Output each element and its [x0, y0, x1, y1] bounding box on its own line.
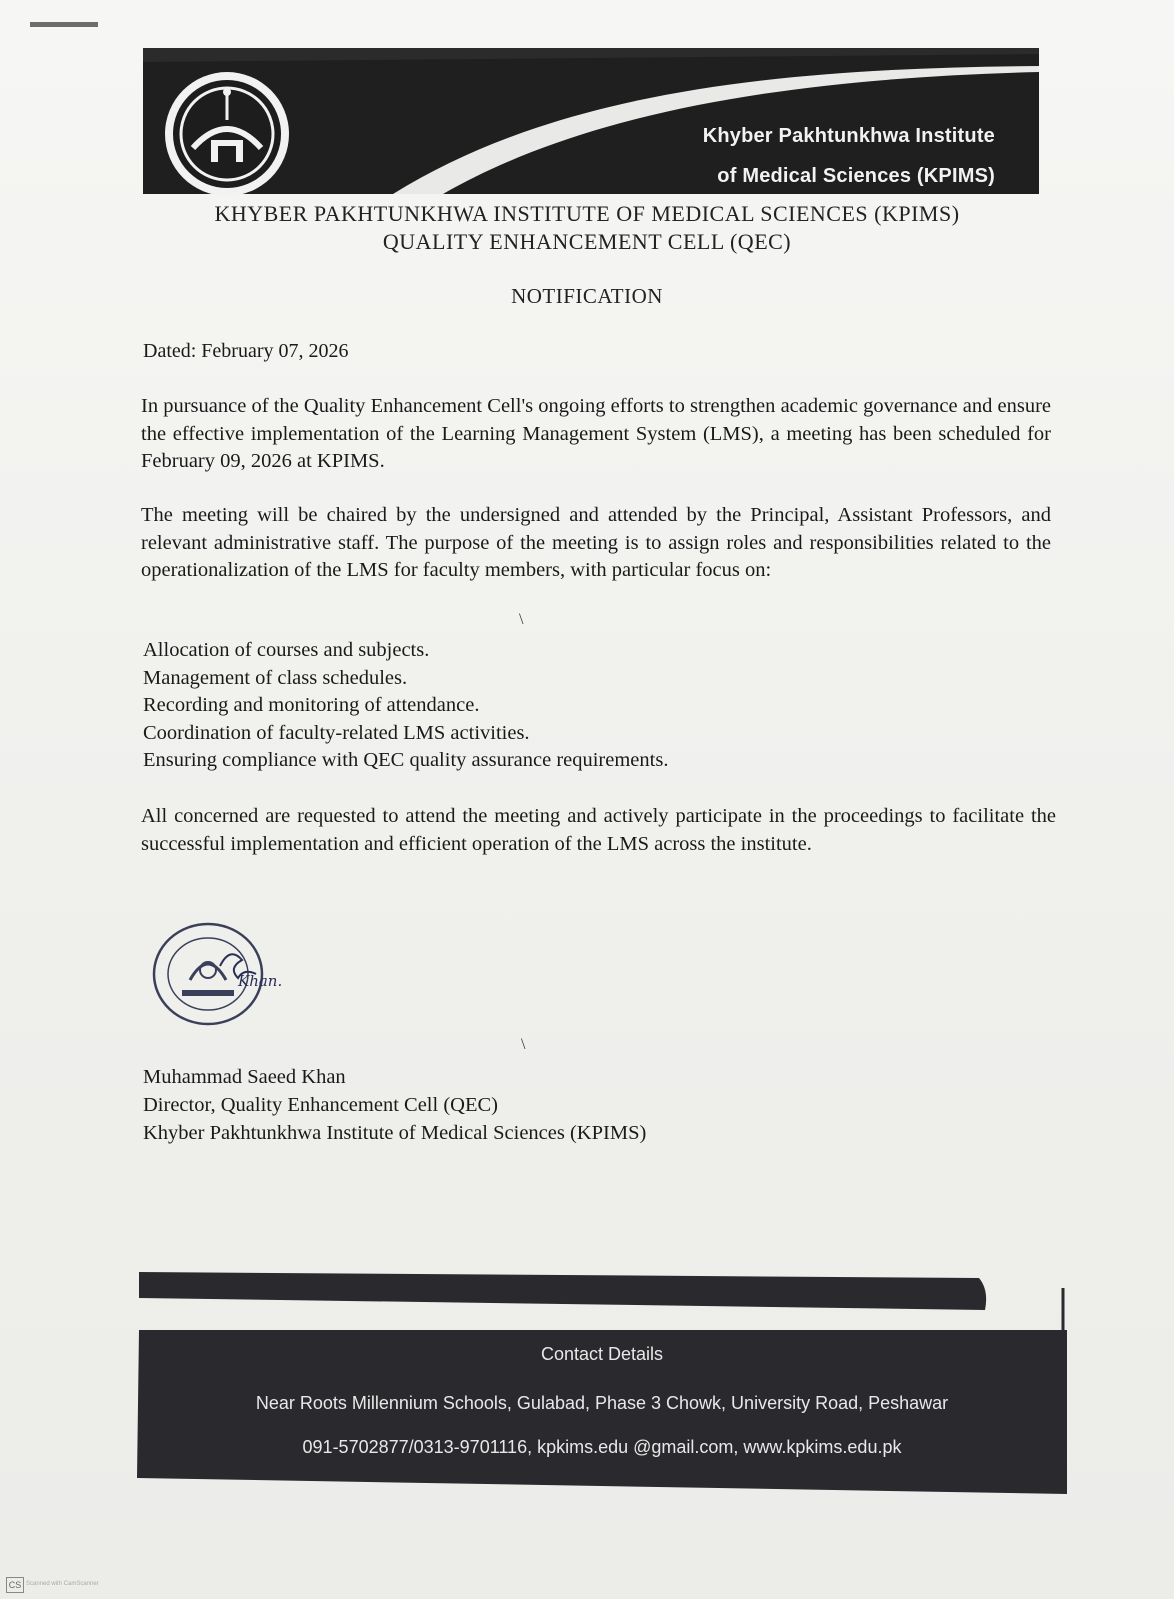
list-item: Recording and monitoring of attendance. — [143, 694, 480, 716]
list-item: Management of class schedules. — [143, 666, 408, 689]
kpims-logo-icon — [163, 70, 291, 198]
scan-tick-mark: \ — [519, 611, 524, 628]
qec-director-stamp-icon — [150, 918, 290, 1033]
focus-list — [143, 637, 668, 775]
document-title-cell: QUALITY ENHANCEMENT CELL (QEC) — [382, 229, 792, 254]
scan-artifact-mark — [30, 22, 98, 27]
body-paragraph-3: All concerned are requested to attend the meeting and actively participate in the proceedings to facilitate the successful implementation and efficient operation of the LMS across the institute. — [141, 805, 1056, 855]
list-item: Allocation of courses and subjects. — [143, 639, 430, 661]
signatory-name: Muhammad Saeed Khan — [143, 1066, 346, 1088]
signature-block — [143, 1063, 646, 1147]
handwritten-signature: Khan. — [238, 972, 283, 990]
document-title-institute: KHYBER PAKHTUNKHWA INSTITUTE OF MEDICAL SCIENCES (KPIMS) — [214, 201, 960, 226]
camscanner-caption: Scanned with CamScanner — [26, 1581, 99, 1587]
scan-tick-mark: \ — [521, 1036, 526, 1053]
footer-contact-heading: Contact Details — [540, 1344, 664, 1364]
header-institute-name-line2: of Medical Sciences (KPIMS) — [717, 165, 995, 187]
body-paragraph-1: In pursuance of the Quality Enhancement Cell's ongoing efforts to strengthen academic governance and ensure the effective implementation of the Learning Management System (LMS), a meeting has been scheduled for February 09, 2026 at KPIMS. — [141, 395, 1051, 472]
document-title-notification: NOTIFICATION — [511, 284, 663, 308]
header-institute-name-line1: Khyber Pakhtunkhwa Institute — [702, 125, 995, 147]
camscanner-badge-icon: CS — [6, 1577, 24, 1593]
notification-date: Dated: February 07, 2026 — [143, 340, 349, 362]
list-item: Ensuring compliance with QEC quality assurance requirements. — [143, 749, 669, 771]
body-paragraph-2: The meeting will be chaired by the undersigned and attended by the Principal, Assistant Professors, and relevant administrative staff. The purpose of the meeting is to assign roles and responsibilities related to the operationalization of the LMS for faculty members, with particular focus on: — [141, 504, 1051, 581]
footer-contacts: 091-5702877/0313-9701116, kpkims.edu @gmail.com, www.kpkims.edu.pk — [302, 1437, 902, 1457]
signatory-designation: Director, Quality Enhancement Cell (QEC) — [143, 1094, 498, 1116]
list-item: Coordination of faculty-related LMS activities. — [143, 721, 530, 744]
footer-address: Near Roots Millennium Schools, Gulabad, Phase 3 Chowk, University Road, Peshawar — [255, 1393, 949, 1413]
letterhead-footer — [137, 1268, 1067, 1498]
footer-band-shape — [137, 1268, 1067, 1498]
signatory-organization: Khyber Pakhtunkhwa Institute of Medical Sciences (KPIMS) — [143, 1122, 647, 1144]
letterhead-header — [143, 48, 1039, 194]
